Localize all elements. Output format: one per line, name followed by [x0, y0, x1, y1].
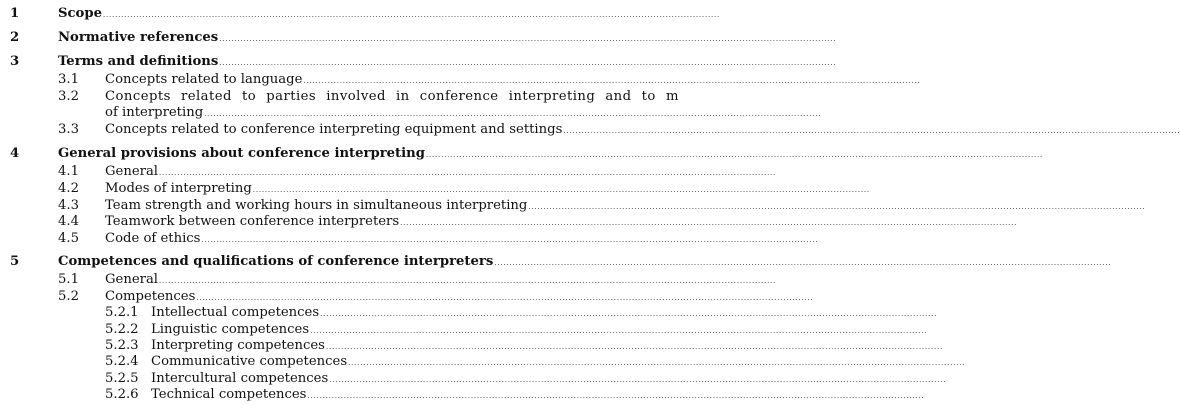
dot-leader: ............................................................................................................................................................................................................	[400, 219, 1018, 227]
toc-entry-number: 5.2.1	[105, 305, 139, 320]
toc-entry-4-3[interactable]	[0, 197, 1146, 214]
toc-entry-number: 5.2.3	[105, 338, 139, 353]
toc-entry-number: 5.2.4	[105, 354, 139, 369]
toc-entry-5-2-1[interactable]	[0, 304, 938, 321]
toc-entry-number: 4.1	[58, 164, 79, 179]
toc-entry-title: General provisions about conference interpreting	[58, 146, 425, 161]
toc-entry-title: Normative references	[58, 30, 219, 45]
toc-entry-number: 4.5	[58, 231, 79, 246]
toc-entry-title: Modes of interpreting	[105, 181, 252, 196]
dot-leader: ............................................................................................................................................................................................................	[310, 327, 928, 335]
toc-entry-4-5[interactable]	[0, 230, 819, 247]
toc-entry-5-2[interactable]	[0, 288, 814, 305]
toc-entry-number: 3	[10, 54, 20, 69]
toc-entry-number: 4.3	[58, 198, 79, 213]
toc-entry-title: Concepts related to language	[105, 72, 303, 87]
toc-entry-4-1[interactable]	[0, 163, 777, 180]
toc-entry-title: Interpreting competences	[151, 338, 325, 353]
toc-entry-number: 2	[10, 30, 20, 45]
dot-leader: ............................................................................................................................................................................................................	[307, 392, 925, 400]
toc-entry-title: Code of ethics	[105, 231, 201, 246]
toc-entry-title: Technical competences	[151, 387, 307, 402]
toc-entry-3[interactable]	[0, 53, 837, 70]
toc-entry-title: General	[105, 272, 159, 287]
toc-entry-title: Communicative competences	[151, 354, 348, 369]
dot-leader: ............................................................................................................................................................................................................	[159, 169, 777, 177]
dot-leader: ............................................................................................................................................................................................................	[320, 310, 938, 318]
toc-entry-5-2-4[interactable]	[0, 353, 966, 370]
toc-entry-5-2-5[interactable]	[0, 370, 947, 387]
toc-entry-4-2[interactable]	[0, 180, 870, 197]
toc-entry-title: Linguistic competences	[151, 322, 310, 337]
dot-leader: ............................................................................................................................................................................................................	[494, 259, 1112, 267]
toc-entry-title: Competences	[105, 289, 196, 304]
toc-entry-title: Competences and qualifications of conference interpreters	[58, 254, 494, 269]
toc-entry-number: 1	[10, 6, 20, 21]
toc-entry-title: Intercultural competences	[151, 371, 329, 386]
dot-leader: ............................................................................................................................................................................................................	[563, 127, 1180, 135]
toc-entry-3-2[interactable]	[0, 88, 679, 105]
toc-entry-3-1[interactable]	[0, 71, 921, 88]
toc-entry-title: Intellectual competences	[151, 305, 320, 320]
toc-entry-number: 4.4	[58, 214, 79, 229]
dot-leader: ............................................................................................................................................................................................................	[329, 376, 947, 384]
toc-entry-5[interactable]	[0, 253, 1112, 270]
dot-leader: ............................................................................................................................................................................................................	[303, 77, 921, 85]
toc-entry-number: 4	[10, 146, 20, 161]
toc-entry-number: 5.1	[58, 272, 79, 287]
toc-entry-title: General	[105, 164, 159, 179]
toc-entry-title: Concepts related to parties involved in conference interpreting and to m	[105, 89, 679, 104]
toc-entry-number: 5.2.5	[105, 371, 139, 386]
toc-entry-4-4[interactable]	[0, 213, 1018, 230]
dot-leader: ............................................................................................................................................................................................................	[425, 151, 1044, 159]
toc-entry-2[interactable]	[0, 29, 837, 46]
toc-entry-number: 3.2	[58, 89, 79, 104]
dot-leader: ............................................................................................................................................................................................................	[102, 11, 721, 19]
dot-leader: ............................................................................................................................................................................................................	[219, 35, 837, 43]
toc-entry-3-3[interactable]	[0, 121, 1180, 138]
dot-leader: ............................................................................................................................................................................................................	[204, 110, 822, 118]
dot-leader: ............................................................................................................................................................................................................	[252, 186, 870, 194]
toc-entry-3-2-continuation[interactable]	[0, 104, 822, 121]
dot-leader: ............................................................................................................................................................................................................	[528, 203, 1146, 211]
toc-entry-4[interactable]	[0, 145, 1044, 162]
toc-entry-number: 5	[10, 254, 20, 269]
toc-entry-number: 4.2	[58, 181, 79, 196]
dot-leader: ............................................................................................................................................................................................................	[325, 343, 944, 351]
dot-leader: ............................................................................................................................................................................................................	[196, 294, 814, 302]
dot-leader: ............................................................................................................................................................................................................	[159, 277, 777, 285]
toc-entry-5-2-6[interactable]	[0, 386, 925, 403]
toc-entry-5-1[interactable]	[0, 271, 777, 288]
toc-entry-title: Teamwork between conference interpreters	[105, 214, 400, 229]
dot-leader: ............................................................................................................................................................................................................	[219, 59, 837, 67]
toc-entry-number: 5.2.2	[105, 322, 139, 337]
toc-entry-title: Scope	[58, 6, 102, 21]
toc-entry-title-continuation: of interpreting	[105, 105, 204, 120]
dot-leader: ............................................................................................................................................................................................................	[348, 359, 966, 367]
toc-entry-number: 5.2.6	[105, 387, 139, 402]
toc-entry-5-2-3[interactable]	[0, 337, 944, 354]
toc-entry-1[interactable]	[0, 5, 721, 22]
dot-leader: ............................................................................................................................................................................................................	[201, 236, 819, 244]
toc-entry-title: Terms and definitions	[58, 54, 219, 69]
toc-entry-number: 3.3	[58, 122, 79, 137]
toc-entry-5-2-2[interactable]	[0, 321, 928, 338]
toc-entry-number: 5.2	[58, 289, 79, 304]
toc-entry-number: 3.1	[58, 72, 79, 87]
toc-entry-title: Concepts related to conference interpreting equipment and settings	[105, 122, 563, 137]
toc-entry-title: Team strength and working hours in simultaneous interpreting	[105, 198, 528, 213]
